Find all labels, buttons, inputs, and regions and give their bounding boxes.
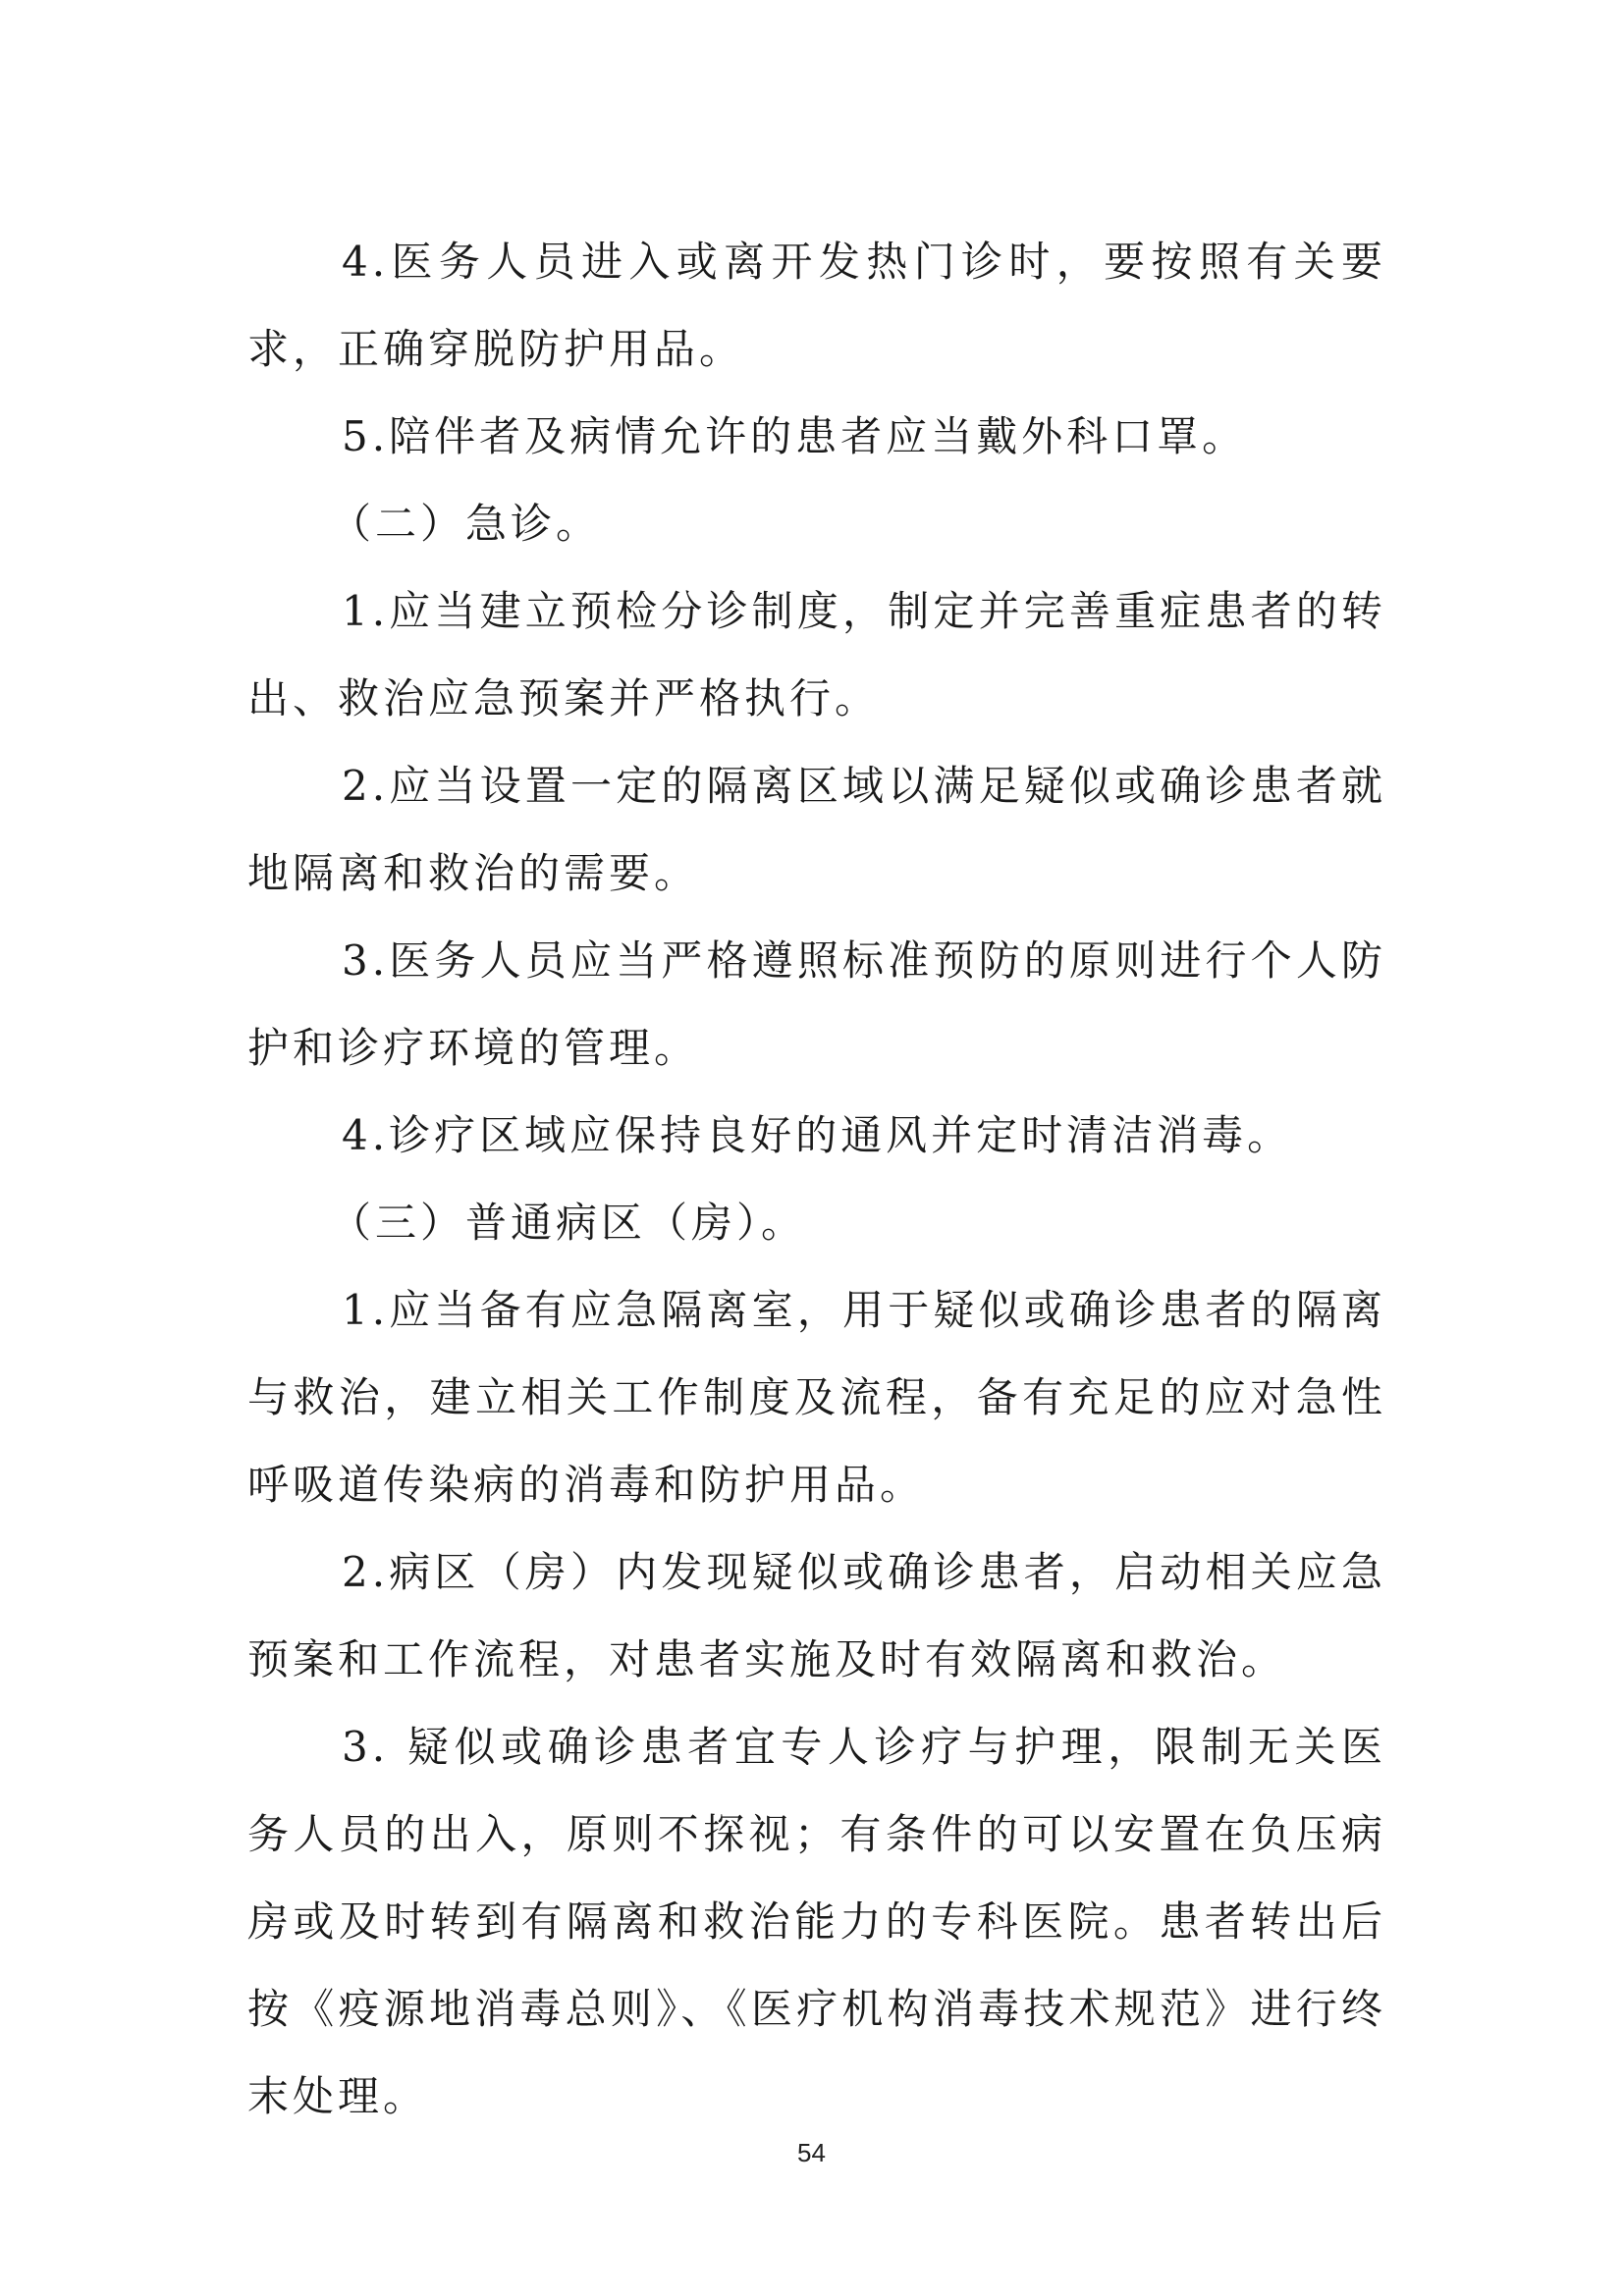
section-heading-emergency: （二）急诊。 [330,500,602,548]
paragraph-emergency-item-2: 2.应当设置一定的隔离区域以满足疑似或确诊患者就地隔离和救治的需要。 [247,762,1386,897]
paragraph-outpatient-item-5: 5.陪伴者及病情允许的患者应当戴外科口罩。 [342,412,1248,460]
paragraph-ward-item-3: 3. 疑似或确诊患者宜专人诊疗与护理，限制无关医务人员的出入，原则不探视；有条件的可以安置在负压病房或及时转到有隔离和救治能力的专科医院。患者转出后按《疫源地消毒总则》、《医疗机构消毒技术规范》进行终末处理。 [247,1723,1386,2120]
paragraph-ward-item-2: 2.病区（房）内发现疑似或确诊患者，启动相关应急预案和工作流程，对患者实施及时有效隔离和救治。 [247,1548,1386,1683]
section-heading-general-ward: （三）普通病区（房）。 [330,1199,807,1247]
paragraph-emergency-item-3: 3.医务人员应当严格遵照标准预防的原则进行个人防护和诊疗环境的管理。 [247,936,1386,1072]
paragraph-ward-item-1: 1.应当备有应急隔离室，用于疑似或确诊患者的隔离与救治，建立相关工作制度及流程，备有充足的应对急性呼吸道传染病的消毒和防护用品。 [247,1286,1386,1509]
page-number: 54 [797,2138,826,2167]
paragraph-emergency-item-4: 4.诊疗区域应保持良好的通风并定时清洁消毒。 [342,1111,1293,1159]
document-body [247,218,1386,2140]
paragraph-outpatient-item-4: 4.医务人员进入或离开发热门诊时，要按照有关要求，正确穿脱防护用品。 [247,238,1386,373]
paragraph-emergency-item-1: 1.应当建立预检分诊制度，制定并完善重症患者的转出、救治应急预案并严格执行。 [247,587,1386,722]
